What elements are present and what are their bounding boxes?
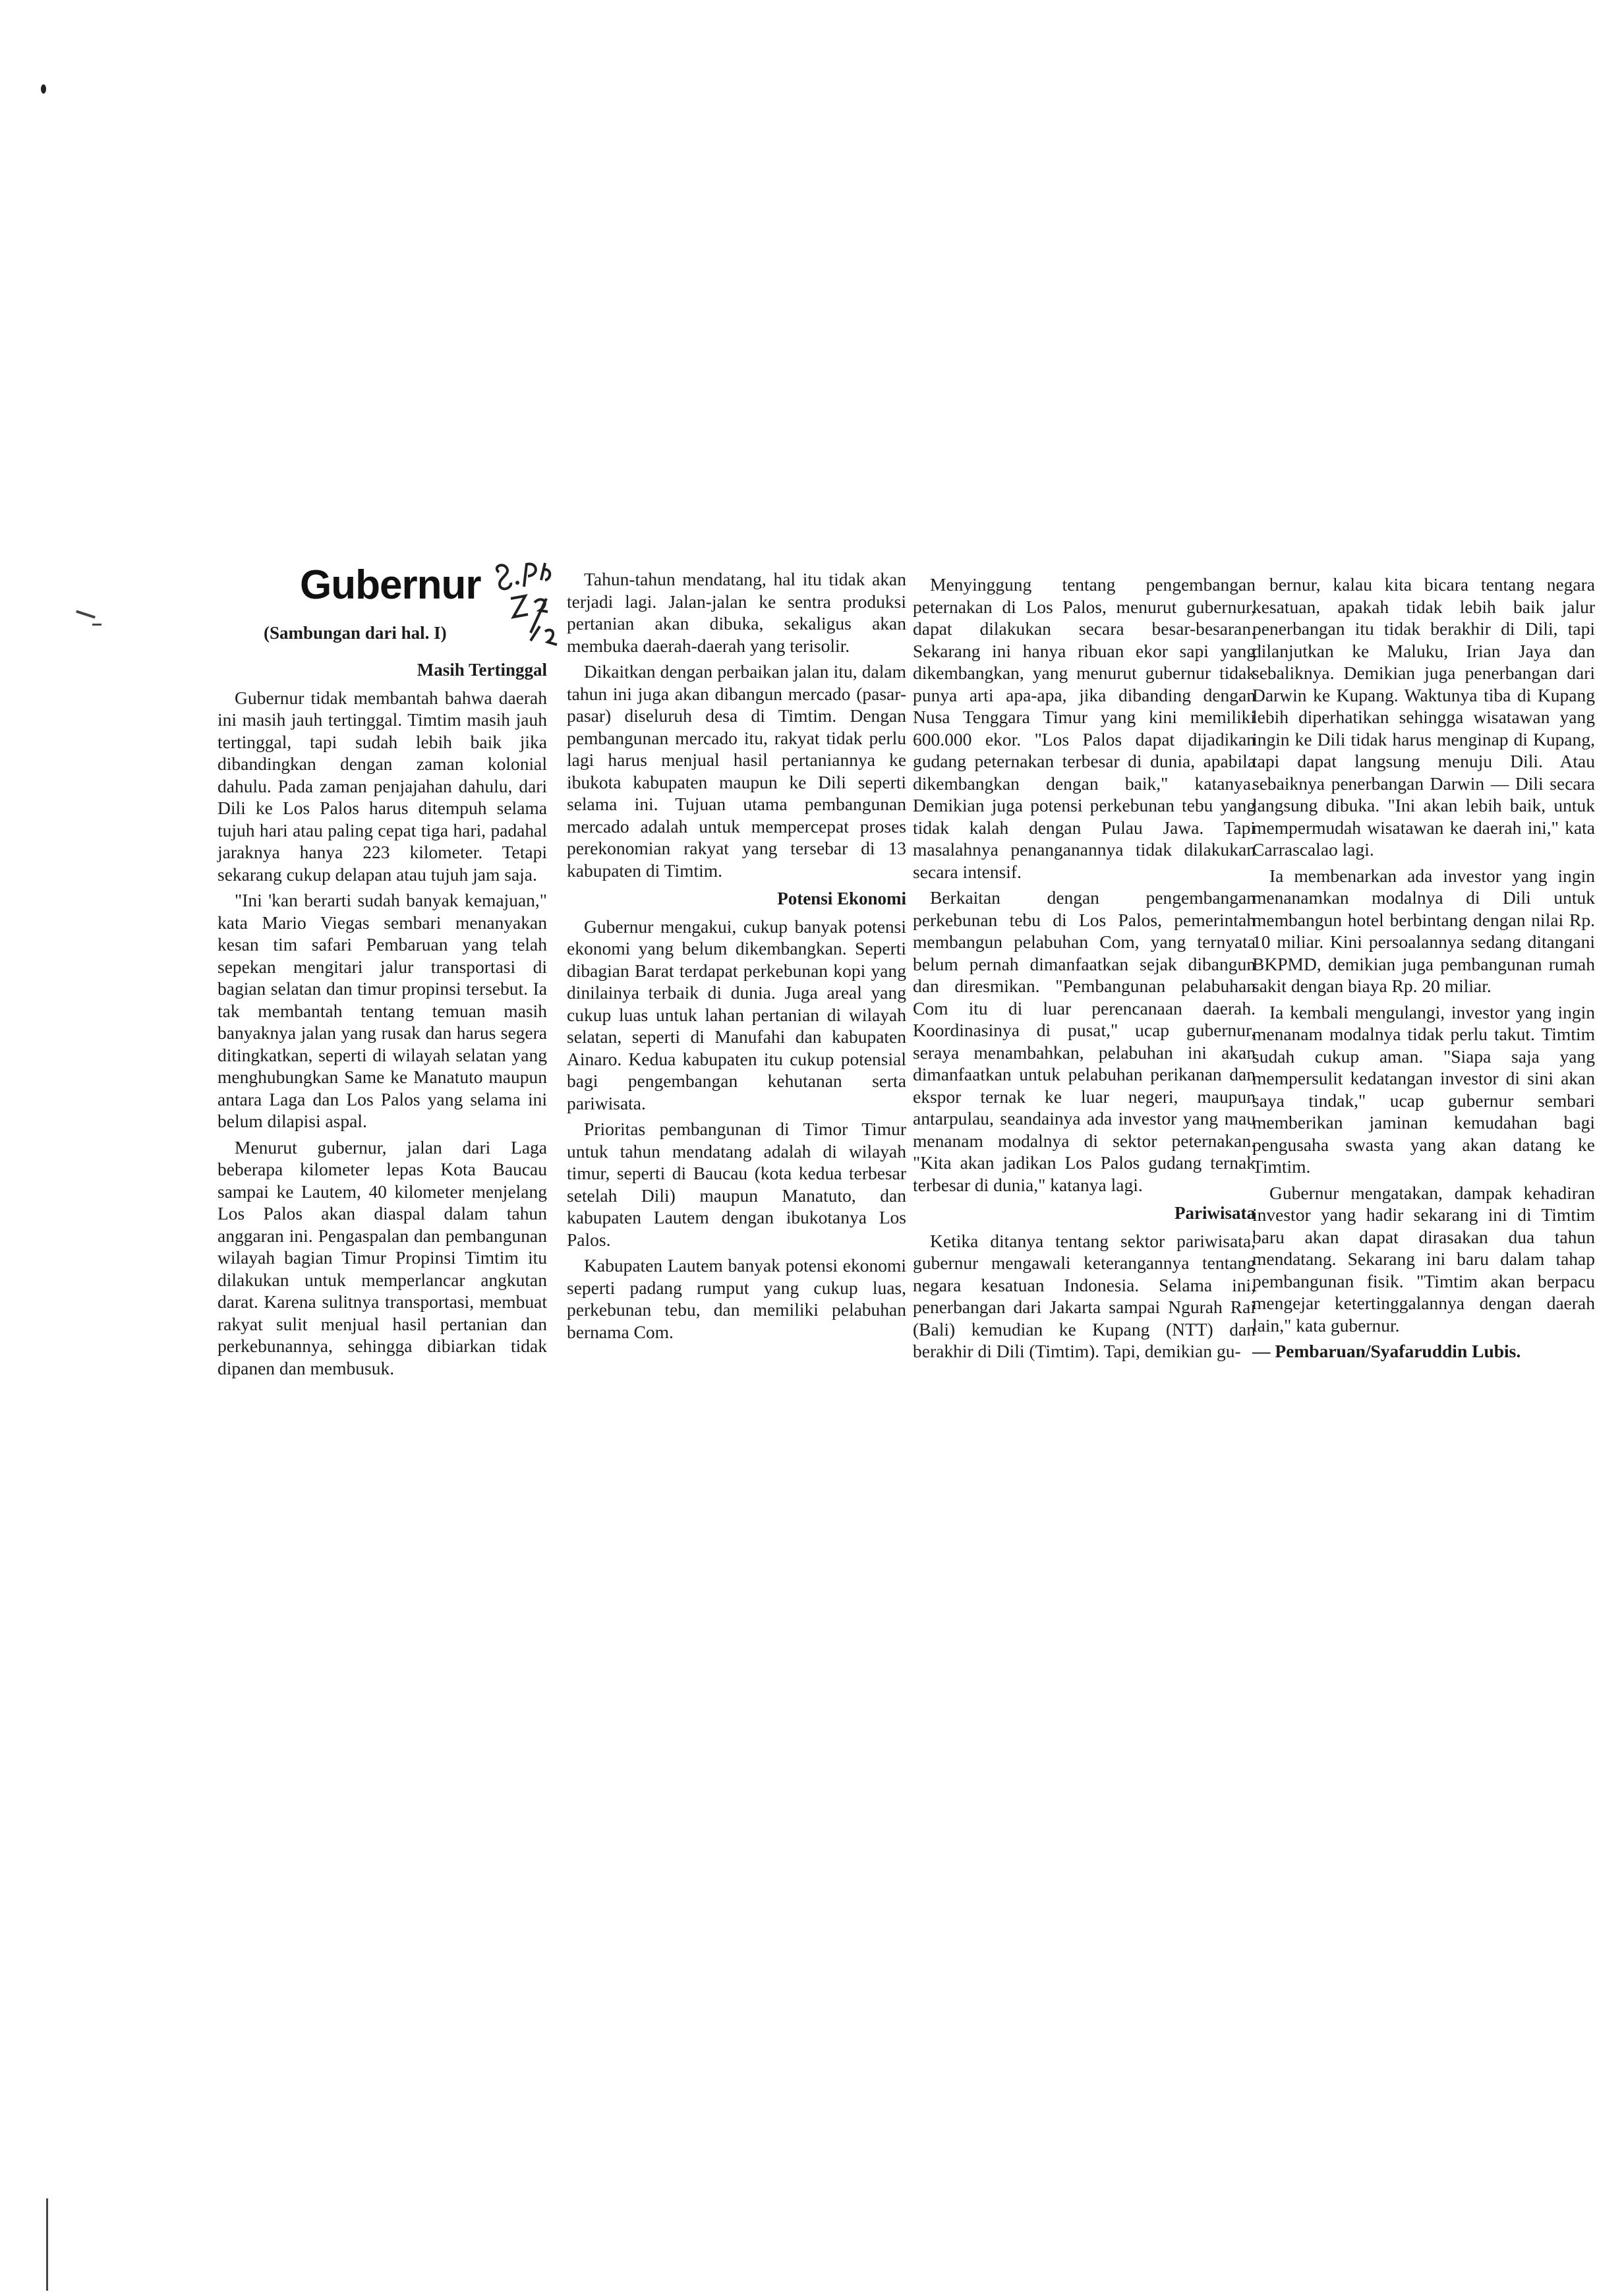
article-headline: Gubernur — [300, 562, 481, 608]
subheading-masih-tertinggal: Masih Tertinggal — [417, 660, 547, 680]
paragraph: Kabupaten Lautem banyak potensi ekonomi seperti padang rumput yang cukup luas, perkebunan tebu, dan memiliki pelabuhan bernama Com. — [567, 1255, 906, 1342]
handwritten-note — [491, 560, 577, 653]
subheading-pariwisata: Pariwisata — [1174, 1203, 1256, 1223]
paragraph: Berkaitan dengan pengembangan perkebunan tebu di Los Palos, pemerintah membangun pelabuhan Com, yang ternyata belum pernah dimanfaatkan sejak dibangun dan diresmikan. "Pembangunan pelabuhan Com itu di luar perencanaan daerah. Koordinasinya di pusat," ucap gubernur, seraya menambahkan, pelabuhan ini akan dimanfaatkan untuk pelabuhan perikanan dan ekspor ternak ke luar negeri, maupun antarpulau, seandainya ada investor yang mau menanam modalnya di sektor peternakan. "Kita akan jadikan Los Palos gudang ternak terbesar di dunia," katanya lagi. — [913, 887, 1256, 1195]
paragraph: Ketika ditanya tentang sektor pariwisata, gubernur mengawali keterangannya tentang negara kesatuan Indonesia. Selama ini, penerbangan dari Jakarta sampai Ngurah Rai (Bali) kemudian ke Kupang (NTT) dan berakhir di Dili (Timtim). Tapi, demikian gu- — [913, 1230, 1256, 1361]
paragraph: bernur, kalau kita bicara tentang negara kesatuan, apakah tidak lebih baik jalur penerbangan itu tidak berakhir di Dili, tapi dilanjutkan ke Maluku, Irian Jaya dan sebaliknya. Demikian juga penerbangan dari Darwin ke Kupang. Waktunya tiba di Kupang lebih diperhatikan sehingga wisatawan yang ingin ke Dili tidak harus menginap di Kupang, tapi dapat langsung menuju Dili. Atau sebaiknya penerbangan Darwin — Dili secara langsung dibuka. "Ini akan lebih baik, untuk mempermudah wisatawan ke daerah ini," kata Carrascalao lagi. — [1252, 574, 1595, 860]
paragraph: "Ini 'kan berarti sudah banyak kemajuan," kata Mario Viegas sembari menanyakan kesan tim safari Pembaruan yang telah sepekan mengitari jalur transportasi di bagian selatan dan timur propinsi tersebut. Ia tak membantah tentang temuan masih banyaknya jalan yang rusak dan harus segera ditingkatkan, seperti di wilayah selatan yang menghubungkan Same ke Manatuto maupun antara Laga dan Los Palos yang selama ini belum dilapisi aspal. — [218, 890, 547, 1131]
byline: — Pembaruan/Syafaruddin Lubis. — [1252, 1341, 1521, 1361]
paragraph: Prioritas pembangunan di Timor Timur untuk tahun mendatang adalah di wilayah timur, seperti di Baucau (kota kedua terbesar setelah Dili) maupun Manatuto, dan kabupaten Lautem dengan ibukotanya Los Palos. — [567, 1119, 906, 1250]
margin-mark — [92, 624, 102, 626]
margin-mark — [76, 610, 96, 618]
paragraph: Dikaitkan dengan perbaikan jalan itu, dalam tahun ini juga akan dibangun mercado (pasar-pasar) diseluruh desa di Timtim. Dengan pembangunan mercado itu, rakyat tidak perlu lagi harus menjual hasil pertaniannya ke ibukota kabupaten maupun ke Dili seperti selama ini. Tujuan utama pembangunan mercado adalah untuk mempercepat proses perekonomian rakyat yang tersebar di 13 kabupaten di Timtim. — [567, 661, 906, 881]
margin-mark — [46, 2198, 48, 2291]
paragraph: Menyinggung tentang pengembangan peternakan di Los Palos, menurut gubernur, dapat dilakukan secara besar-besaran. Sekarang ini hanya ribuan ekor sapi yang dikembangkan, yang menurut gubernur tidak punya arti apa-apa, jika dibanding dengan Nusa Tenggara Timur yang kini memiliki 600.000 ekor. "Los Palos dapat dijadikan gudang peternakan terbesar di dunia, apabila dikembangkan dengan baik," katanya. Demikian juga potensi perkebunan tebu yang tidak kalah dengan Pulau Jawa. Tapi masalahnya penanganannya tidak dilakukan secara intensif. — [913, 574, 1256, 882]
paragraph: Menurut gubernur, jalan dari Laga beberapa kilometer lepas Kota Baucau sampai ke Lautem, 40 kilometer menjelang Los Palos akan diaspal dalam tahun anggaran ini. Pengaspalan dan pembangunan wilayah bagian Timur Propinsi Timtim itu dilakukan untuk memperlancar angkutan darat. Karena sulitnya transportasi, membuat rakyat sulit menjual hasil pertanian dan perkebunannya, sehingga dibiarkan tidak dipanen dan membusuk. — [218, 1136, 547, 1378]
column-3 — [913, 574, 1256, 1367]
paragraph: Tahun-tahun mendatang, hal itu tidak akan terjadi lagi. Jalan-jalan ke sentra produksi pertanian akan dibuka, sekaligus akan membuka daerah-daerah yang terisolir. — [567, 569, 906, 656]
column-2 — [567, 568, 906, 1347]
paragraph: Ia membenarkan ada investor yang ingin menanamkan modalnya di Dili untuk membangun hotel berbintang dengan nilai Rp. 10 miliar. Kini persoalannya sedang ditangani BKPMD, demikian juga pembangunan rumah sakit dengan biaya Rp. 20 miliar. — [1252, 865, 1595, 996]
column-1 — [218, 653, 547, 1383]
paragraph: Gubernur mengatakan, dampak kehadiran investor yang hadir sekarang ini di Timtim baru akan dapat dirasakan dua tahun mendatang. Sekarang ini baru dalam tahap pembangunan fisik. "Timtim akan berpacu mengejar ketertinggalannya dengan daerah lain," kata gubernur. — [1252, 1182, 1595, 1336]
paragraph: Gubernur tidak membantah bahwa daerah ini masih jauh tertinggal. Timtim masih jauh tertinggal, tapi sudah lebih baik jika dibandingkan dengan zaman kolonial dahulu. Pada zaman penjajahan dahulu, dari Dili ke Los Palos harus ditempuh selama tujuh hari atau paling cepat tiga hari, padahal jaraknya hanya 223 kilometer. Tetapi sekarang cukup delapan atau tujuh jam saja. — [218, 687, 547, 885]
continued-note: (Sambungan dari hal. I) — [264, 623, 447, 643]
paragraph: Gubernur mengakui, cukup banyak potensi ekonomi yang belum dikembangkan. Seperti dibagian Barat terdapat perkebunan kopi yang dinilainya terbaik di dunia. Juga areal yang cukup luas untuk lahan pertanian di wilayah selatan, seperti di Manufahi dan kabupaten Ainaro. Kedua kabupaten itu cukup potensial bagi pengembangan kehutanan serta pariwisata. — [567, 916, 906, 1113]
subheading-potensi-ekonomi: Potensi Ekonomi — [777, 889, 906, 908]
paragraph: Ia kembali mengulangi, investor yang ingin menanam modalnya tidak perlu takut. Timtim sudah cukup aman. "Siapa saja yang mempersulit kedatangan investor di sini akan saya tindak," ucap gubernur sembari memberikan jaminan kemudahan bagi pengusaha swasta yang akan datang ke Timtim. — [1252, 1001, 1595, 1177]
column-4 — [1252, 574, 1595, 1367]
scan-speck — [41, 84, 46, 94]
